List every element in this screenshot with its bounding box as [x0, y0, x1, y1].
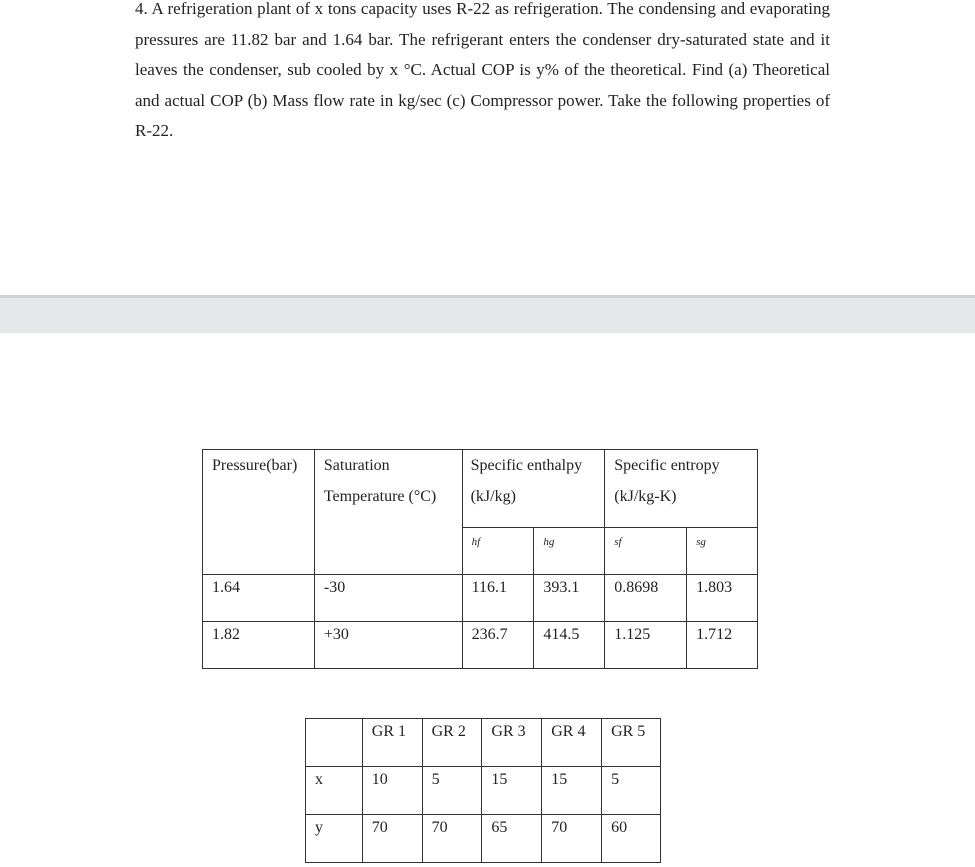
sg-cell: 1.712: [687, 622, 758, 669]
page-break-band: [0, 295, 975, 333]
hg-cell: 414.5: [534, 622, 605, 669]
table-row: [306, 767, 661, 815]
r22-properties-table: [202, 449, 758, 669]
pressure-header: Pressure(bar): [203, 450, 315, 575]
sf-cell: 0.8698: [605, 575, 687, 622]
specific-enthalpy-header: Specific enthalpy (kJ/kg): [462, 450, 605, 528]
table-row: [306, 815, 661, 863]
value-cell: 15: [482, 767, 542, 815]
hf-subheader: hf: [462, 528, 534, 575]
value-cell: 70: [362, 815, 422, 863]
value-cell: 65: [482, 815, 542, 863]
sg-cell: 1.803: [687, 575, 758, 622]
sf-subheader: sf: [605, 528, 687, 575]
pressure-cell: 1.82: [203, 622, 315, 669]
value-cell: 15: [542, 767, 602, 815]
temperature-cell: +30: [314, 622, 462, 669]
row-label: x: [306, 767, 363, 815]
group-header: GR 2: [422, 719, 482, 767]
sg-subheader: sg: [687, 528, 758, 575]
hg-subheader: hg: [534, 528, 605, 575]
group-header: GR 3: [482, 719, 542, 767]
value-cell: 70: [542, 815, 602, 863]
table-row: [203, 622, 758, 669]
row-label: y: [306, 815, 363, 863]
problem-statement: 4. A refrigeration plant of x tons capacity uses R-22 as refrigeration. The condensing and evaporating pressures are 11.82 bar and 1.64 bar. The refrigerant enters the condenser dry-saturated state and it leaves the condenser, sub cooled by x °C. Actual COP is y% of the theoretical. Find (a) Theoretical and actual COP (b) Mass flow rate in kg/sec (c) Compressor power. Take the following properties of R-22.: [135, 0, 830, 141]
hf-cell: 236.7: [462, 622, 534, 669]
group-header: GR 1: [362, 719, 422, 767]
value-cell: 5: [602, 767, 661, 815]
group-header: GR 5: [602, 719, 661, 767]
value-cell: 60: [602, 815, 661, 863]
specific-entropy-header: Specific entropy (kJ/kg-K): [605, 450, 758, 528]
group-values-table: [305, 718, 661, 863]
temperature-cell: -30: [314, 575, 462, 622]
value-cell: 10: [362, 767, 422, 815]
hf-cell: 116.1: [462, 575, 534, 622]
value-cell: 5: [422, 767, 482, 815]
table-row: [203, 575, 758, 622]
saturation-temperature-header: Saturation Temperature (°C): [314, 450, 462, 575]
hg-cell: 393.1: [534, 575, 605, 622]
value-cell: 70: [422, 815, 482, 863]
sf-cell: 1.125: [605, 622, 687, 669]
corner-cell: [306, 719, 363, 767]
group-header: GR 4: [542, 719, 602, 767]
pressure-cell: 1.64: [203, 575, 315, 622]
